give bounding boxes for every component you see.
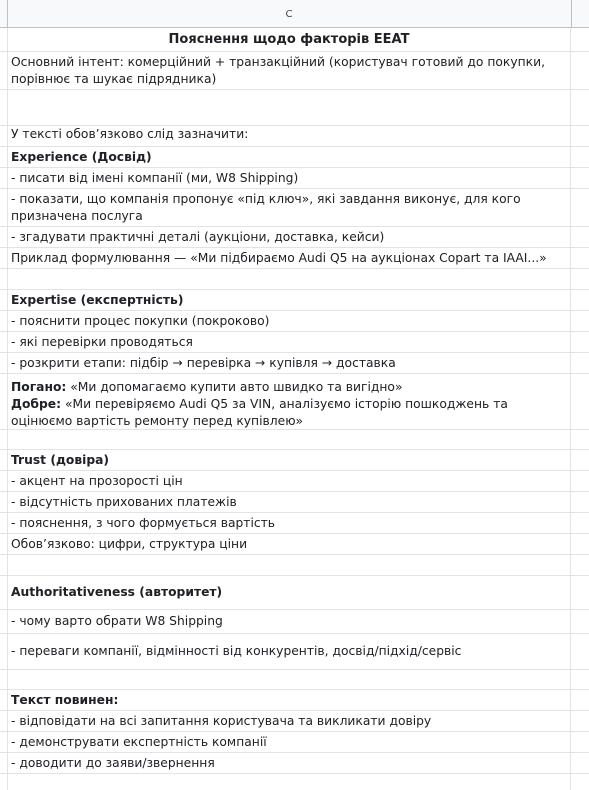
table-row [0, 634, 589, 670]
table-row [0, 168, 589, 189]
cell-authoritativeness-2[interactable]: - переваги компанії, відмінності від конкурентів, досвід/підхід/сервіс [7, 634, 571, 669]
table-row [0, 248, 589, 269]
bad-label: Погано: [11, 380, 67, 394]
cell-experience-2[interactable]: - показати, що компанія пропонує «під ключ», які завдання виконує, для кого призначена послуга [7, 189, 571, 226]
cell-authoritativeness-1[interactable]: - чому варто обрати W8 Shipping [7, 610, 571, 633]
table-row [0, 332, 589, 353]
table-row [0, 555, 589, 576]
cell-text-1[interactable]: - відповідати на всі запитання користувача та викликати довіру [7, 711, 571, 731]
table-row [0, 52, 589, 90]
cell-must-mention[interactable]: У тексті обов’язково слід зазначити: [7, 126, 571, 146]
cell-empty[interactable] [7, 670, 571, 689]
table-row [0, 430, 589, 450]
table-row [0, 353, 589, 374]
cell-expertise-2[interactable]: - які перевірки проводяться [7, 332, 571, 352]
good-text: «Ми перевіряємо Audi Q5 за VIN, аналізуємо історію пошкоджень та оцінюємо вартість ремонту перед купівлею» [11, 397, 508, 428]
table-row [0, 732, 589, 753]
cell-expertise-1[interactable]: - пояснити процес покупки (покроково) [7, 311, 571, 331]
table-row [0, 290, 589, 311]
table-row [0, 28, 589, 52]
cell-title[interactable]: Пояснення щодо факторів EEAT [7, 28, 571, 51]
cell-expertise-heading[interactable]: Expertise (експертність) [7, 290, 571, 310]
table-row [0, 90, 589, 126]
cell-intent[interactable]: Основний інтент: комерційний + транзакційний (користувач готовий до покупки, порівнює та шукає підрядника) [7, 52, 571, 89]
table-row [0, 690, 589, 711]
column-header-c[interactable]: C [7, 0, 572, 27]
cell-bad-good-examples[interactable] [7, 374, 571, 429]
table-row [0, 450, 589, 471]
table-row [0, 513, 589, 534]
table-row [0, 576, 589, 610]
table-row [0, 492, 589, 513]
cell-trust-2[interactable]: - відсутність прихованих платежів [7, 492, 571, 512]
table-row [0, 374, 589, 430]
table-row [0, 753, 589, 774]
cell-empty[interactable] [7, 555, 571, 575]
table-row [0, 534, 589, 555]
bad-text: «Ми допомагаємо купити авто швидко та вигідно» [66, 380, 403, 394]
table-row [0, 610, 589, 634]
cell-text-3[interactable]: - доводити до заяви/звернення [7, 753, 571, 773]
cell-trust-1[interactable]: - акцент на прозорості цін [7, 471, 571, 491]
cell-trust-requirement[interactable]: Обов’язково: цифри, структура ціни [7, 534, 571, 554]
table-row [0, 189, 589, 227]
column-header-bar [0, 0, 589, 28]
cell-text-2[interactable]: - демонструвати експертність компанії [7, 732, 571, 752]
cell-experience-example[interactable]: Приклад формулювання — «Ми підбираємо Audi Q5 на аукціонах Copart та IAAI...» [7, 248, 571, 268]
table-row [0, 311, 589, 332]
cell-text-heading[interactable]: Текст повинен: [7, 690, 571, 710]
table-row [0, 269, 589, 290]
cell-empty[interactable] [7, 430, 571, 449]
cell-expertise-3[interactable]: - розкрити етапи: підбір → перевірка → купівля → доставка [7, 353, 571, 373]
cell-empty[interactable] [7, 774, 571, 790]
table-row [0, 670, 589, 690]
cell-empty[interactable] [7, 90, 571, 125]
cell-trust-heading[interactable]: Trust (довіра) [7, 450, 571, 470]
cell-experience-heading[interactable]: Experience (Досвід) [7, 147, 571, 167]
table-row [0, 227, 589, 248]
good-label: Добре: [11, 397, 62, 411]
table-row [0, 774, 589, 790]
table-row [0, 711, 589, 732]
table-row [0, 471, 589, 492]
table-row [0, 147, 589, 168]
table-row [0, 126, 589, 147]
cell-experience-3[interactable]: - згадувати практичні деталі (аукціони, доставка, кейси) [7, 227, 571, 247]
cell-experience-1[interactable]: - писати від імені компанії (ми, W8 Shipping) [7, 168, 571, 188]
cell-empty[interactable] [7, 269, 571, 289]
cell-authoritativeness-heading[interactable]: Authoritativeness (авторитет) [7, 576, 571, 609]
cell-trust-3[interactable]: - пояснення, з чого формується вартість [7, 513, 571, 533]
